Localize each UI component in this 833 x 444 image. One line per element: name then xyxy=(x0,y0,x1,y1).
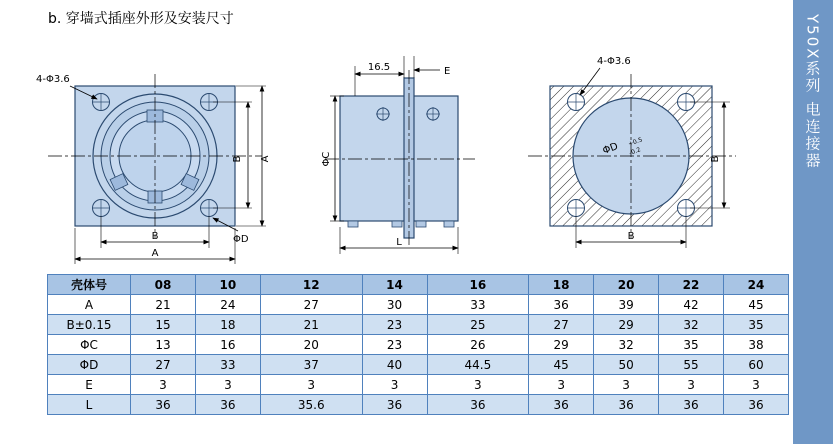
table-cell: 42 xyxy=(659,295,724,315)
table-cell: 20 xyxy=(260,335,362,355)
table-cell: 40 xyxy=(362,355,427,375)
right-dim-B-right: B xyxy=(710,155,721,163)
table-cell: 08 xyxy=(131,275,196,295)
table-cell: 10 xyxy=(195,275,260,295)
table-body xyxy=(48,275,789,415)
mid-dim-L: L xyxy=(396,237,402,248)
table-cell: 22 xyxy=(659,275,724,295)
table-cell: 36 xyxy=(427,395,529,415)
right-tol-upper: +0.5 xyxy=(627,136,644,148)
table-cell: 36 xyxy=(362,395,427,415)
right-tol-lower: -0.2 xyxy=(628,146,642,157)
left-hole-note: 4-Φ3.6 xyxy=(36,74,70,85)
table-cell: 3 xyxy=(195,375,260,395)
table-cell: 38 xyxy=(724,335,789,355)
table-cell: 23 xyxy=(362,335,427,355)
page-title: b. 穿墙式插座外形及安装尺寸 xyxy=(48,11,234,27)
left-dim-A-right: A xyxy=(260,155,271,163)
table-cell: 12 xyxy=(260,275,362,295)
table-cell: 36 xyxy=(195,395,260,415)
table-cell: 27 xyxy=(131,355,196,375)
table-cell: 3 xyxy=(131,375,196,395)
table-cell: 50 xyxy=(594,355,659,375)
left-dim-D: ΦD xyxy=(233,234,249,245)
table-row xyxy=(48,275,789,295)
table-cell: 14 xyxy=(362,275,427,295)
table-cell: 3 xyxy=(724,375,789,395)
table-cell: 20 xyxy=(594,275,659,295)
table-cell: 26 xyxy=(427,335,529,355)
right-panel-cut-label: ΦD xyxy=(601,141,620,157)
mid-label-E: E xyxy=(444,66,451,77)
table-row xyxy=(48,375,789,395)
table-row xyxy=(48,335,789,355)
table-cell: 3 xyxy=(594,375,659,395)
table-row-label: 壳体号 xyxy=(48,275,131,295)
table-cell: 35.6 xyxy=(260,395,362,415)
table-cell: 36 xyxy=(529,395,594,415)
table-row-label: ΦD xyxy=(48,355,131,375)
table-cell: 3 xyxy=(427,375,529,395)
table-cell: 13 xyxy=(131,335,196,355)
table-cell: 35 xyxy=(724,315,789,335)
drawings-area xyxy=(0,26,790,266)
table-cell: 27 xyxy=(529,315,594,335)
table-cell: 30 xyxy=(362,295,427,315)
table-row-label: E xyxy=(48,375,131,395)
table-cell: 45 xyxy=(724,295,789,315)
table-cell: 29 xyxy=(594,315,659,335)
table-row xyxy=(48,355,789,375)
table-cell: 16 xyxy=(427,275,529,295)
table-cell: 35 xyxy=(659,335,724,355)
table-cell: 39 xyxy=(594,295,659,315)
left-dim-A-bottom: A xyxy=(151,248,159,259)
table-cell: 21 xyxy=(260,315,362,335)
table-row-label: A xyxy=(48,295,131,315)
table-row-label: ΦC xyxy=(48,335,131,355)
left-dim-B-bottom: B xyxy=(151,231,159,242)
table-cell: 18 xyxy=(529,275,594,295)
table-cell: 32 xyxy=(659,315,724,335)
table-cell: 60 xyxy=(724,355,789,375)
figure-front-view xyxy=(36,74,271,264)
table-row xyxy=(48,395,789,415)
right-dim-B-bottom: B xyxy=(627,231,635,242)
table-cell: 29 xyxy=(529,335,594,355)
table-cell: 44.5 xyxy=(427,355,529,375)
table-cell: 3 xyxy=(362,375,427,395)
table-cell: 25 xyxy=(427,315,529,335)
table-cell: 32 xyxy=(594,335,659,355)
figure-panel-cutout xyxy=(528,56,736,248)
table-cell: 21 xyxy=(131,295,196,315)
table-cell: 15 xyxy=(131,315,196,335)
side-tab xyxy=(793,0,833,444)
mid-dim-16-5: 16.5 xyxy=(367,62,391,73)
figure-side-view xyxy=(321,56,475,254)
engineering-drawings xyxy=(0,26,790,266)
table-cell: 45 xyxy=(529,355,594,375)
table-cell: 3 xyxy=(260,375,362,395)
table-cell: 3 xyxy=(659,375,724,395)
table-cell: 3 xyxy=(529,375,594,395)
table-cell: 16 xyxy=(195,335,260,355)
dimension-table xyxy=(47,274,789,415)
table-row-label: L xyxy=(48,395,131,415)
table-cell: 37 xyxy=(260,355,362,375)
table-cell: 18 xyxy=(195,315,260,335)
table-cell: 55 xyxy=(659,355,724,375)
table-cell: 36 xyxy=(529,295,594,315)
table-row xyxy=(48,315,789,335)
side-tab-label: Y50X系列 电连接器 xyxy=(803,14,822,170)
table-row xyxy=(48,295,789,315)
table-cell: 33 xyxy=(427,295,529,315)
table-cell: 24 xyxy=(724,275,789,295)
table-row-label: B±0.15 xyxy=(48,315,131,335)
table-cell: 27 xyxy=(260,295,362,315)
table-cell: 23 xyxy=(362,315,427,335)
table-cell: 33 xyxy=(195,355,260,375)
table-cell: 24 xyxy=(195,295,260,315)
table-cell: 36 xyxy=(131,395,196,415)
mid-dim-C: ΦC xyxy=(321,151,332,167)
table-cell: 36 xyxy=(724,395,789,415)
table-cell: 36 xyxy=(659,395,724,415)
left-dim-B-right: B xyxy=(232,155,243,163)
right-hole-note: 4-Φ3.6 xyxy=(597,56,631,67)
table-cell: 36 xyxy=(594,395,659,415)
